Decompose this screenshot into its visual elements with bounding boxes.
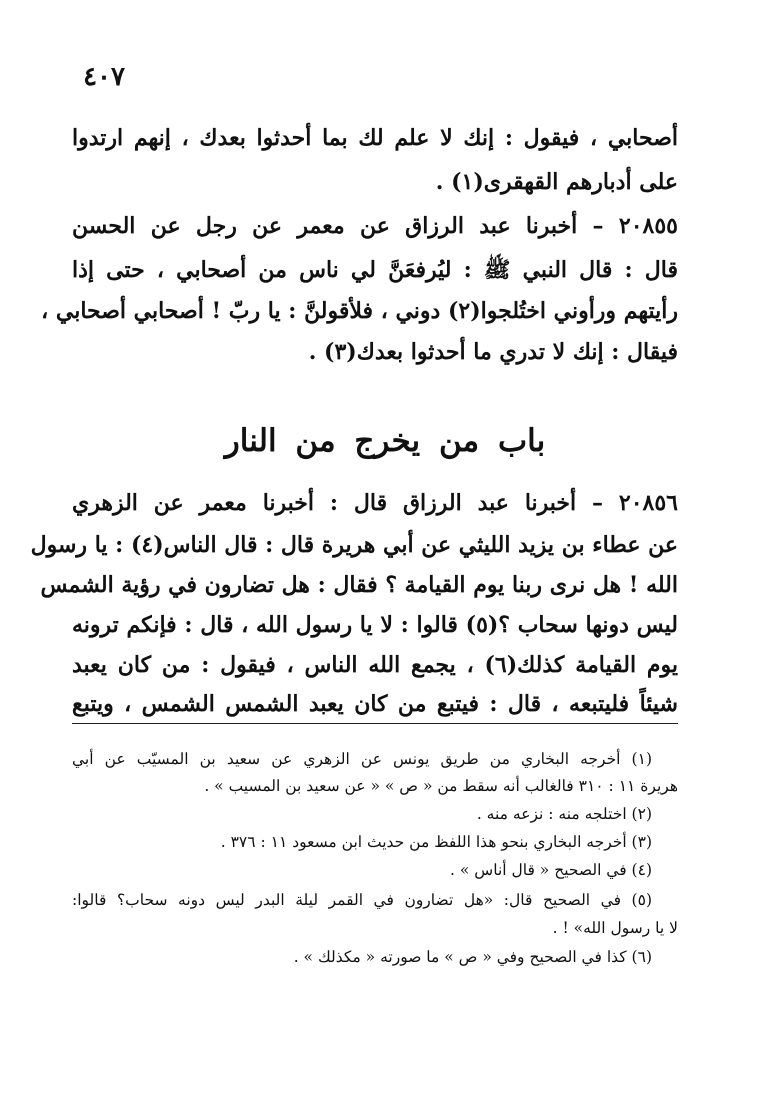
footnote-2: (٢) اختلجه منه : نزعه منه . — [476, 805, 652, 823]
paragraph-1-line-1: أصحابي ، فيقول : إنك لا علم لك بما أحدثوا بعدك ، إنهم ارتدوا — [72, 125, 678, 151]
page-number: ٤٠٧ — [83, 62, 125, 92]
footnote-6: (٦) كذا في الصحيح وفي « ص » ما صورته « مكذلك » . — [293, 948, 652, 966]
hadith-20856-line-3: الله ! هل نرى ربنا يوم القيامة ؟ فقال : هل تضارون في رؤية الشمس — [40, 572, 678, 598]
hadith-20856-line-2: عن عطاء بن يزيد الليثي عن أبي هريرة قال : قال الناس(٤) : يا رسول — [30, 532, 678, 558]
hadith-20856-line-4: ليس دونها سحاب ؟(٥) قالوا : لا يا رسول الله ، قال : فإنكم ترونه — [72, 612, 679, 638]
footnote-5-line-1: (٥) في الصحيح قال: «هل تضارون في القمر ليلة البدر ليس دونه سحاب؟ قالوا: — [72, 891, 652, 909]
hadith-20856-line-1: ٢٠٨٥٦ – أخبرنا عبد الرزاق قال : أخبرنا معمر عن الزهري — [72, 490, 678, 516]
hadith-20855-line-1: ٢٠٨٥٥ – أخبرنا عبد الرزاق عن معمر عن رجل عن الحسن — [72, 213, 678, 239]
paragraph-1-line-2: على أدبارهم القهقرى(١) . — [435, 169, 678, 195]
hadith-20855-line-3: رأيتهم ورأوني اختُلجوا(٢) دوني ، فلأقولنَّ : يا ربّ ! أصحابي أصحابي ، — [41, 298, 678, 324]
hadith-20856-line-5: يوم القيامة كذلك(٦) ، يجمع الله الناس ، فيقول : من كان يعبد — [72, 652, 679, 678]
chapter-title: باب من يخرج من النار — [224, 423, 546, 459]
footnote-5-line-2: لا يا رسول الله» ! . — [552, 919, 678, 937]
footnote-divider — [72, 723, 678, 724]
footnote-4: (٤) في الصحيح « قال أناس » . — [450, 861, 652, 879]
footnote-1-line-2: هريرة ١١ : ٣١٠ فالغالب أنه سقط من « ص » « عن سعيد بن المسيب » . — [204, 777, 678, 795]
hadith-20855-line-4: فيقال : إنك لا تدري ما أحدثوا بعدك(٣) . — [308, 339, 678, 365]
hadith-20856-line-6: شيئاً فليتبعه ، قال : فيتبع من كان يعبد الشمس الشمس ، ويتبع — [72, 691, 678, 717]
hadith-20855-line-2: قال : قال النبي ﷺ : ليُرفعَنَّ لي ناس من أصحابي ، حتى إذا — [72, 257, 678, 283]
footnote-1-line-1: (١) أخرجه البخاري من طريق يونس عن الزهري عن سعيد بن المسيّب عن أبي — [72, 750, 652, 768]
footnote-3: (٣) أخرجه البخاري بنحو هذا اللفظ من حديث ابن مسعود ١١ : ٣٧٦ . — [220, 833, 652, 851]
